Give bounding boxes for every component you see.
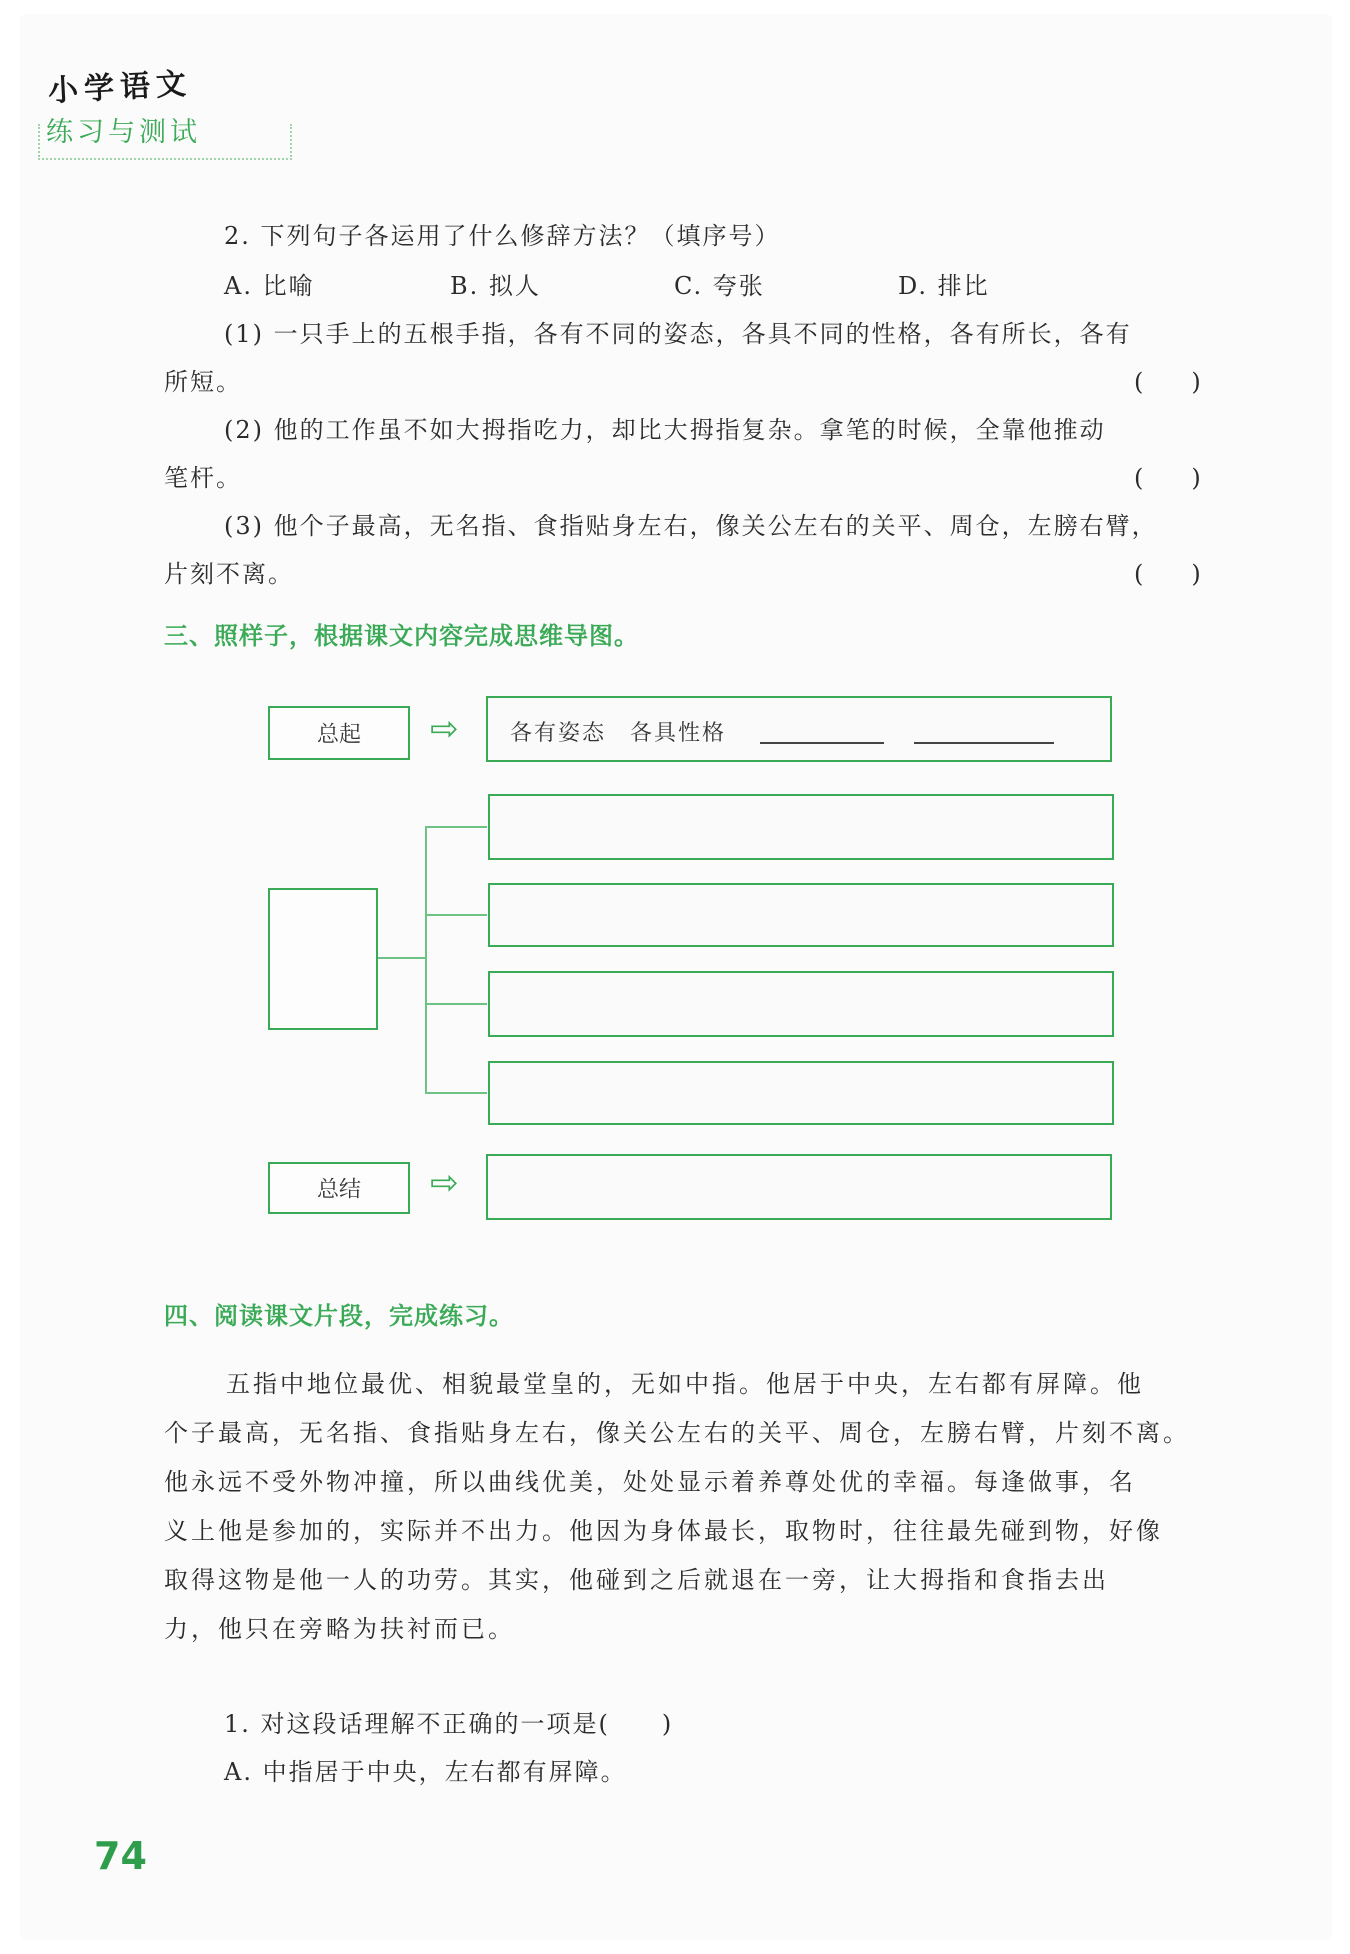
q2-option-c: C. 夸张 bbox=[674, 272, 765, 300]
passage-line-5: 取得这物是他一人的功劳。其实，他碰到之后就退在一旁，让大拇指和食指去出 bbox=[164, 1566, 1109, 1594]
q2-option-a: A. 比喻 bbox=[224, 272, 315, 300]
mindmap-branch-2-line bbox=[425, 914, 487, 916]
mindmap-end-label: 总结 bbox=[316, 1177, 361, 1203]
mindmap-branch-3-line bbox=[425, 1003, 487, 1005]
mindmap-end-box bbox=[268, 1162, 410, 1214]
passage-line-3: 他永远不受外物冲撞，所以曲线优美，处处显示着养尊处优的幸福。每逢做事，名 bbox=[164, 1468, 1136, 1496]
mindmap-blank-1[interactable] bbox=[760, 742, 884, 744]
mindmap-blank-2[interactable] bbox=[914, 742, 1054, 744]
q2-item-1-line2: 所短。 bbox=[164, 368, 242, 396]
series-title: 小学语文 bbox=[47, 66, 193, 109]
section-4-title: 四、阅读课文片段，完成练习。 bbox=[164, 1302, 514, 1330]
q2-prompt: 2. 下列句子各运用了什么修辞方法？（填序号） bbox=[224, 222, 781, 250]
section-3-title: 三、照样子，根据课文内容完成思维导图。 bbox=[164, 622, 639, 650]
mindmap-end-arrow-icon: ⇨ bbox=[430, 1163, 459, 1203]
mindmap-branch-3-box[interactable] bbox=[488, 971, 1114, 1037]
q2-item-3-answer-blank[interactable]: ( ) bbox=[1134, 560, 1201, 588]
s4-q1-option-a: A. 中指居于中央，左右都有屏障。 bbox=[224, 1758, 627, 1786]
q2-item-2-answer-blank[interactable]: ( ) bbox=[1134, 464, 1201, 492]
q2-item-3-line1: (3) 他个子最高，无名指、食指贴身左右，像关公左右的关平、周仓，左膀右臂， bbox=[224, 512, 1158, 540]
q2-item-1-line1: (1) 一只手上的五根手指，各有不同的姿态，各具不同的性格，各有所长，各有 bbox=[224, 320, 1132, 348]
mindmap-branch-4-box[interactable] bbox=[488, 1061, 1114, 1125]
q2-option-b: B. 拟人 bbox=[450, 272, 541, 300]
q2-item-2-line2: 笔杆。 bbox=[164, 464, 242, 492]
q2-item-1-answer-blank[interactable]: ( ) bbox=[1134, 368, 1201, 396]
mindmap-branch-1-line bbox=[425, 826, 487, 828]
mindmap-connector bbox=[378, 957, 426, 959]
mindmap-branch-2-box[interactable] bbox=[488, 883, 1114, 947]
mindmap-start-box bbox=[268, 706, 410, 760]
passage-line-4: 义上他是参加的，实际并不出力。他因为身体最长，取物时，往往最先碰到物，好像 bbox=[164, 1517, 1163, 1545]
mindmap-branch-4-line bbox=[425, 1092, 487, 1094]
page-number: 74 bbox=[94, 1834, 147, 1878]
mindmap-start-answer-box[interactable] bbox=[486, 696, 1112, 762]
q2-item-3-line2: 片刻不离。 bbox=[164, 560, 294, 588]
mindmap-end-answer-box[interactable] bbox=[486, 1154, 1112, 1220]
mindmap-branch-line bbox=[425, 826, 427, 1092]
mindmap-start-text: 各有姿态 各具性格 bbox=[510, 721, 727, 746]
mindmap-branch-1-box[interactable] bbox=[488, 794, 1114, 860]
mindmap-start-arrow-icon: ⇨ bbox=[430, 709, 459, 749]
book-subtitle: 练习与测试 bbox=[46, 117, 201, 148]
passage-line-1: 五指中地位最优、相貌最堂皇的，无如中指。他居于中央，左右都有屏障。他 bbox=[226, 1370, 1144, 1398]
mindmap-start-label: 总起 bbox=[316, 722, 361, 748]
passage-line-6: 力，他只在旁略为扶衬而已。 bbox=[164, 1615, 515, 1643]
passage-line-2: 个子最高，无名指、食指贴身左右，像关公左右的关平、周仓，左膀右臂，片刻不离。 bbox=[164, 1419, 1190, 1447]
q2-item-2-line1: (2) 他的工作虽不如大拇指吃力，却比大拇指复杂。拿笔的时候，全靠他推动 bbox=[224, 416, 1106, 444]
mindmap-middle-box[interactable] bbox=[268, 888, 378, 1030]
q2-option-d: D. 排比 bbox=[898, 272, 990, 300]
s4-q1-prompt: 1. 对这段话理解不正确的一项是( ) bbox=[224, 1710, 674, 1738]
